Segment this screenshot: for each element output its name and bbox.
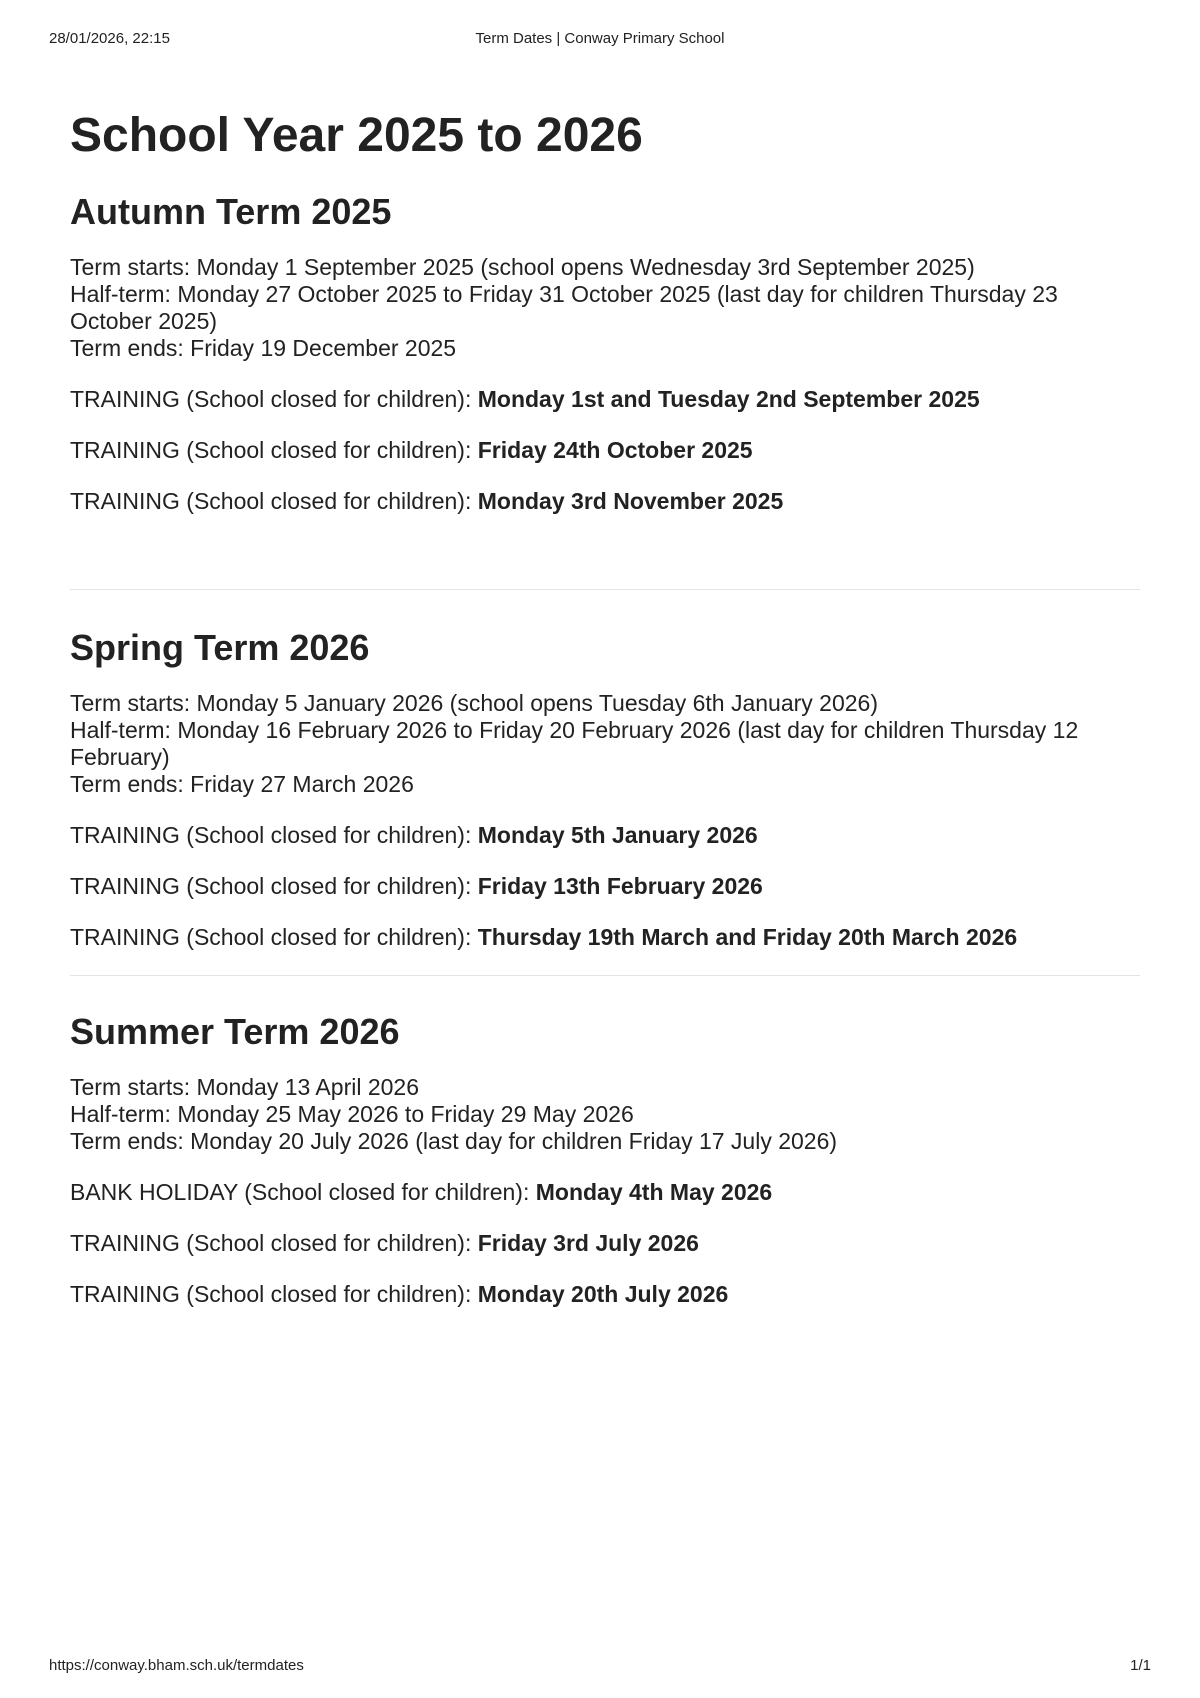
- closure-date: Friday 3rd July 2026: [477, 1230, 699, 1256]
- page-number: 1/1: [1130, 1657, 1151, 1674]
- term-heading: Spring Term 2026: [70, 627, 370, 668]
- closure-item: [70, 873, 1140, 900]
- closure-item: [70, 1179, 1140, 1206]
- closure-label: TRAINING (School closed for children):: [70, 386, 478, 412]
- closure-label: TRAINING (School closed for children):: [70, 1230, 478, 1256]
- spring-term-section: [70, 626, 1140, 951]
- term-starts: Term starts: Monday 13 April 2026: [70, 1074, 419, 1100]
- section-divider: [70, 975, 1140, 976]
- closure-date: Monday 1st and Tuesday 2nd September 2025: [477, 386, 980, 412]
- term-heading: Summer Term 2026: [70, 1011, 400, 1052]
- term-starts: Term starts: Monday 1 September 2025 (school opens Wednesday 3rd September 2025): [70, 254, 975, 280]
- term-dates: [70, 1074, 1140, 1155]
- term-starts: Term starts: Monday 5 January 2026 (school opens Tuesday 6th January 2026): [70, 690, 879, 716]
- closure-date: Monday 3rd November 2025: [477, 488, 784, 514]
- term-ends: Term ends: Friday 19 December 2025: [70, 335, 457, 361]
- half-term: Half-term: Monday 25 May 2026 to Friday 29 May 2026: [70, 1101, 634, 1127]
- closure-item: [70, 924, 1140, 951]
- closure-item: [70, 386, 1140, 413]
- closure-label: TRAINING (School closed for children):: [70, 873, 478, 899]
- page-url: https://conway.bham.sch.uk/termdates: [49, 1657, 304, 1674]
- term-heading: Autumn Term 2025: [70, 191, 392, 232]
- closure-label: TRAINING (School closed for children):: [70, 924, 478, 950]
- term-dates: [70, 690, 1140, 798]
- closure-label: TRAINING (School closed for children):: [70, 822, 478, 848]
- closure-date: Thursday 19th March and Friday 20th March 2026: [477, 924, 1018, 950]
- closure-date: Friday 24th October 2025: [477, 437, 753, 463]
- closure-date: Monday 4th May 2026: [535, 1179, 773, 1205]
- half-term: Half-term: Monday 27 October 2025 to Friday 31 October 2025 (last day for children Thursday 23 October 2025): [70, 281, 1058, 334]
- print-page-title: Term Dates | Conway Primary School: [475, 30, 725, 47]
- closure-item: [70, 437, 1140, 464]
- half-term: Half-term: Monday 16 February 2026 to Friday 20 February 2026 (last day for children Thursday 12 February): [70, 717, 1079, 770]
- print-footer: [0, 1657, 1200, 1677]
- summer-term-section: [70, 1010, 1140, 1308]
- closure-item: [70, 488, 1140, 515]
- print-header: [0, 30, 1200, 50]
- closure-label: TRAINING (School closed for children):: [70, 437, 478, 463]
- section-divider: [70, 589, 1140, 590]
- page-title: School Year 2025 to 2026: [70, 109, 643, 162]
- autumn-term-section: [70, 190, 1140, 515]
- closure-date: Monday 5th January 2026: [477, 822, 758, 848]
- closure-date: Monday 20th July 2026: [477, 1281, 729, 1307]
- closure-label: BANK HOLIDAY (School closed for children):: [70, 1179, 536, 1205]
- closure-item: [70, 1281, 1140, 1308]
- closure-item: [70, 822, 1140, 849]
- term-ends: Term ends: Monday 20 July 2026 (last day for children Friday 17 July 2026): [70, 1128, 838, 1154]
- main-content: [70, 100, 1140, 1308]
- term-dates: [70, 254, 1140, 362]
- print-datetime: 28/01/2026, 22:15: [49, 30, 170, 47]
- closure-label: TRAINING (School closed for children):: [70, 1281, 478, 1307]
- closure-date: Friday 13th February 2026: [477, 873, 763, 899]
- closure-item: [70, 1230, 1140, 1257]
- term-ends: Term ends: Friday 27 March 2026: [70, 771, 414, 797]
- closure-label: TRAINING (School closed for children):: [70, 488, 478, 514]
